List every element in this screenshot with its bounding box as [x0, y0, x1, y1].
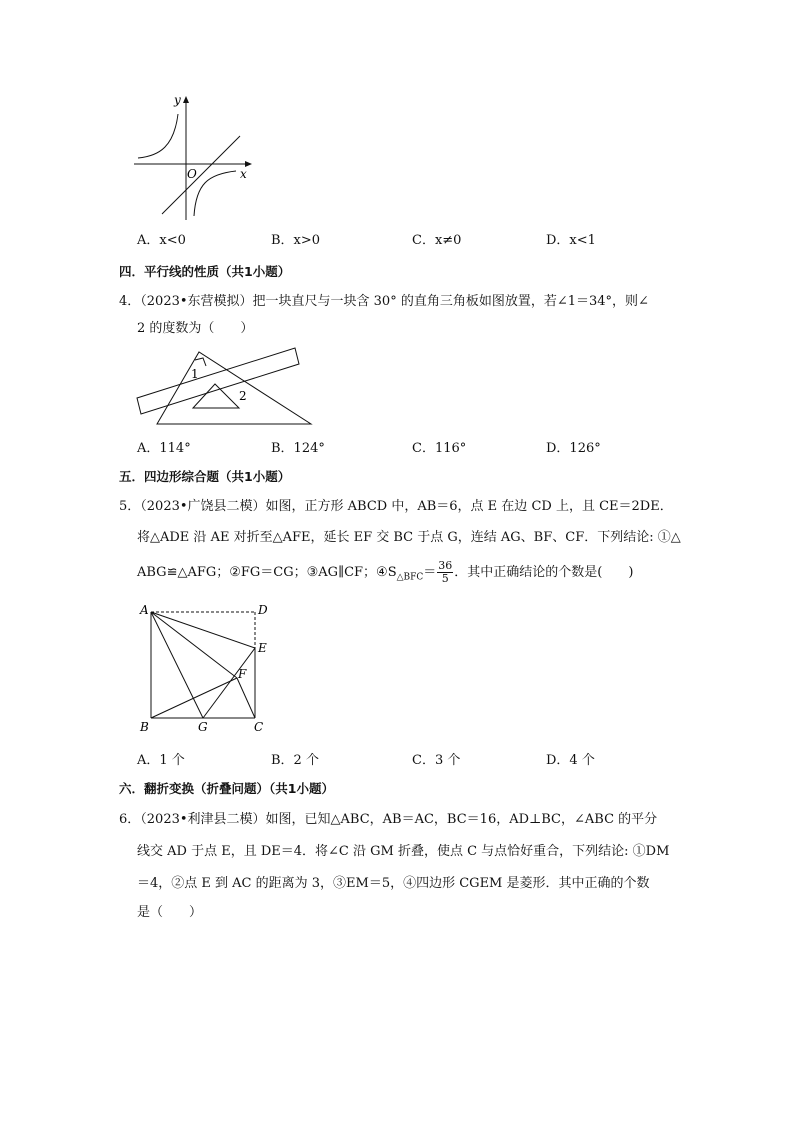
- q5-fig-label-e: E: [258, 641, 267, 655]
- q4-option-b[interactable]: B．124°: [271, 441, 325, 456]
- q6-stem-line4: 是（ ）: [137, 905, 203, 920]
- q5-option-b[interactable]: B．2 个: [271, 753, 319, 768]
- q3-fig-label-y: y: [174, 93, 181, 107]
- q5-option-c[interactable]: C．3 个: [412, 753, 461, 768]
- q5-line3-pre: ABG≌△AFG；②FG＝CG；③AG∥CF；④S: [137, 565, 397, 580]
- q4-stem-line2: 2 的度数为（ ）: [137, 321, 254, 336]
- q4-option-d[interactable]: D．126°: [546, 441, 601, 456]
- q3-fig-label-x: x: [240, 167, 247, 181]
- q5-stem-line1: 5．（2023•广饶县二模）如图，正方形 ABCD 中，AB＝6，点 E 在边 CD 上，且 CE＝2DE．: [119, 499, 673, 514]
- q4-option-c[interactable]: C．116°: [412, 441, 467, 456]
- q3-fig-label-o: O: [187, 167, 197, 181]
- q4-option-a[interactable]: A．114°: [137, 441, 191, 456]
- q4-ruler-triangle-figure: [135, 342, 315, 428]
- q6-stem-line3: ＝4，②点 E 到 AC 的距离为 3，③EM＝5，④四边形 CGEM 是菱形．其中正确的个数: [137, 876, 650, 891]
- q5-fig-label-f: F: [238, 667, 247, 681]
- q5-option-d[interactable]: D．4 个: [546, 753, 595, 768]
- q5-fig-label-c: C: [254, 720, 264, 734]
- q6-stem-line2: 线交 AD 于点 E，且 DE＝4．将∠C 沿 GM 折叠，使点 C 与点恰好重合，下列结论: ①DM: [137, 844, 670, 859]
- q6-stem-line1: 6．（2023•利津县二模）如图，已知△ABC，AB＝AC，BC＝16，AD⊥BC，∠ABC 的平分: [119, 812, 658, 827]
- q5-option-a[interactable]: A．1 个: [137, 753, 185, 768]
- q5-fraction-denominator: 5: [441, 572, 449, 585]
- q5-stem-line3: [137, 558, 633, 593]
- section-4-heading: 四．平行线的性质（共1小题）: [119, 264, 291, 279]
- q4-stem-line1: 4．（2023•东营模拟）把一块直尺与一块含 30° 的直角三角板如图放置，若∠1＝34°，则∠: [119, 294, 649, 309]
- q5-line3-eq: ＝: [423, 565, 437, 580]
- q3-option-d[interactable]: D．x<1: [546, 233, 596, 248]
- q5-fraction-numerator: 36: [438, 559, 453, 572]
- q5-fig-label-b: B: [140, 720, 149, 734]
- section-6-heading: 六．翻折变换（折叠问题）（共1小题）: [119, 781, 334, 796]
- q5-line3-post: ．其中正确结论的个数是( ): [454, 565, 634, 580]
- q5-fig-label-d: D: [258, 603, 268, 617]
- q5-fig-label-g: G: [198, 720, 208, 734]
- q5-fraction: [437, 560, 453, 585]
- section-5-heading: 五．四边形综合题（共1小题）: [119, 469, 291, 484]
- q5-fig-label-a: A: [140, 603, 149, 617]
- q5-square-figure: [136, 600, 276, 736]
- q4-fig-label-2: 2: [239, 389, 247, 403]
- q5-line3-sub: △BFC: [396, 572, 424, 583]
- q5-stem-line2: 将△ADE 沿 AE 对折至△AFE，延长 EF 交 BC 于点 G，连结 AG、BF、CF．下列结论: ①△: [137, 530, 681, 545]
- q3-option-b[interactable]: B．x>0: [271, 233, 321, 248]
- q3-function-graph: [130, 92, 258, 222]
- q3-option-a[interactable]: A．x<0: [137, 233, 186, 248]
- q3-option-c[interactable]: C．x≠0: [412, 233, 462, 248]
- q4-fig-label-1: 1: [191, 367, 199, 381]
